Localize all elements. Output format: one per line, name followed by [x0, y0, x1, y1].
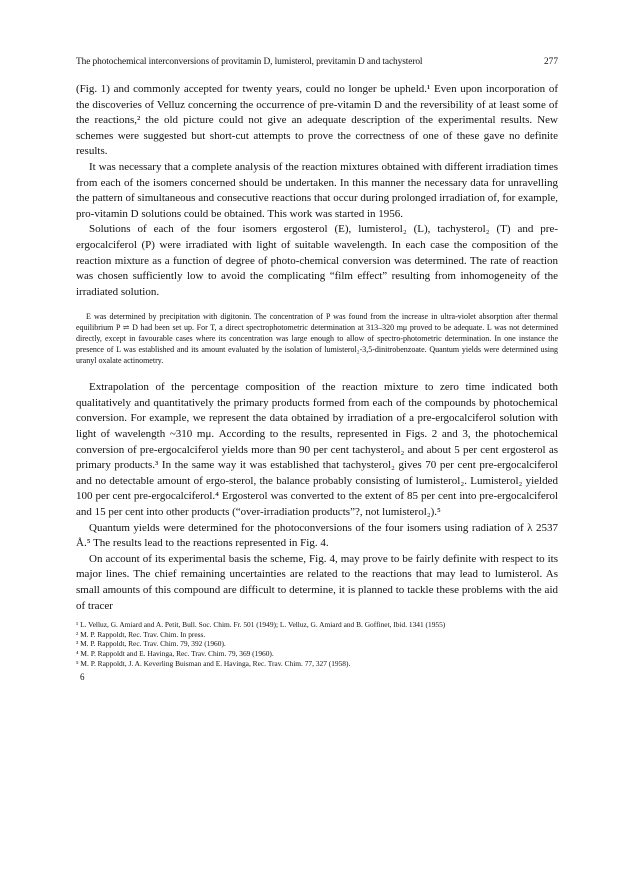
body-text-top	[76, 82, 558, 300]
paragraph: It was necessary that a complete analysis of the reaction mixtures obtained with different irradiation times from each of the isomers concerned should be undertaken. In this manner the necessary data for unravelling the pattern of simultaneous and consecutive reactions that occur during prolonged irradiation of, for example, pro-vitamin D solutions could be obtained. This work was started in 1956.	[76, 160, 559, 220]
page-number: 277	[543, 57, 558, 67]
footnote: ¹ L. Velluz, G. Amiard and A. Petit, Bull. Soc. Chim. Fr. 501 (1949); L. Velluz, G. Amiard and B. Goffinet, Ibid. 1341 (1955)	[76, 620, 446, 630]
paragraph: Extrapolation of the percentage composition of the reaction mixture to zero time indicated both qualitatively and quantitatively the primary products formed from each of the compounds by photochemical conversion. For example, we represent the data obtained by irradiation of a pre-ergocalciferol solution with light of wavelength ~310 mμ. According to the results, represented in Figs. 2 and 3, the photochemical conversion of pre-ergocalciferol yields more than 90 per cent tachysterol₂ and about 5 per cent ergosterol as primary products.³ In the same way it was established that tachysterol₂ gives 70 per cent pre-ergocalciferol and no detectable amount of ergo-sterol, the balance probably consisting of lumisterol₂. Lumisterol₂ yielded 100 per cent pre-ergocalciferol.⁴ Ergosterol was converted to the extent of 85 per cent into pre-ergocalciferol and 15 per cent into other products (“over-irradiation products”?, not lumisterol₂).⁵	[76, 381, 558, 519]
footnotes	[76, 620, 558, 668]
methods-note	[76, 312, 558, 366]
running-header	[76, 56, 558, 68]
footnote: ⁴ M. P. Rappoldt and E. Havinga, Rec. Trav. Chim. 79, 369 (1960).	[76, 648, 274, 658]
running-title: The photochemical interconversions of provitamin D, lumisterol, previtamin D and tachysterol	[76, 57, 423, 67]
paragraph: (Fig. 1) and commonly accepted for twenty years, could no longer be upheld.¹ Even upon incorporation of the discoveries of Velluz concerning the occurrence of pre-vitamin D and the reversibility of at least some of the reactions,² the old picture could not give an adequate description of the experimental results. New schemes were suggested but short-cut attempts to prove the correctness of one of these gave no definite results.	[76, 83, 558, 158]
footnote: ⁵ M. P. Rappoldt, J. A. Keverling Buisman and E. Havinga, Rec. Trav. Chim. 77, 327 (1958).	[76, 658, 351, 668]
folio-mark: 6	[80, 672, 85, 683]
paragraph: Quantum yields were determined for the photoconversions of the four isomers using radiation of λ 2537 Å.⁵ The results lead to the reactions represented in Fig. 4.	[76, 521, 558, 550]
footnote: ² M. P. Rappoldt, Rec. Trav. Chim. In press.	[76, 629, 206, 639]
body-text-bottom	[76, 380, 558, 614]
paragraph: Solutions of each of the four isomers ergosterol (E), lumisterol₂ (L), tachysterol₂ (T) and pre-ergocalciferol (P) were irradiated with light of suitable wavelength. In each case the composition of the reaction mixture as a function of degree of photo-chemical conversion was determined. The rate of reaction was chosen sufficiently low to avoid the complicating “film effect” resulting from inhomogeneity of the irradiated solution.	[76, 223, 558, 298]
footnote: ³ M. P. Rappoldt, Rec. Trav. Chim. 79, 392 (1960).	[76, 639, 226, 649]
paragraph: On account of its experimental basis the scheme, Fig. 4, may prove to be fairly definite with respect to its major lines. The chief remaining uncertainties are related to the reactions that may lead to lumisterol. As small amounts of this compound are difficult to determine, it is planned to tackle these problems with the aid of tracer	[76, 552, 558, 612]
page	[76, 56, 558, 682]
methods-note-text: E was determined by precipitation with digitonin. The concentration of P was found from the increase in ultra-violet absorption after thermal equilibrium P ⇌ D had been set up. For T, a direct spectrophotometric determination at 313–320 mμ proved to be adequate. L was not determined directly, except in favourable cases where its concentration was large enough to allow of spectro-photometric determination. In one instance the presence of L was established and its amount evaluated by the isolation of lumisterol₂-3,5-dinitrobenzoate. Quantum yields were determined using uranyl oxalate actinometry.	[76, 312, 558, 365]
